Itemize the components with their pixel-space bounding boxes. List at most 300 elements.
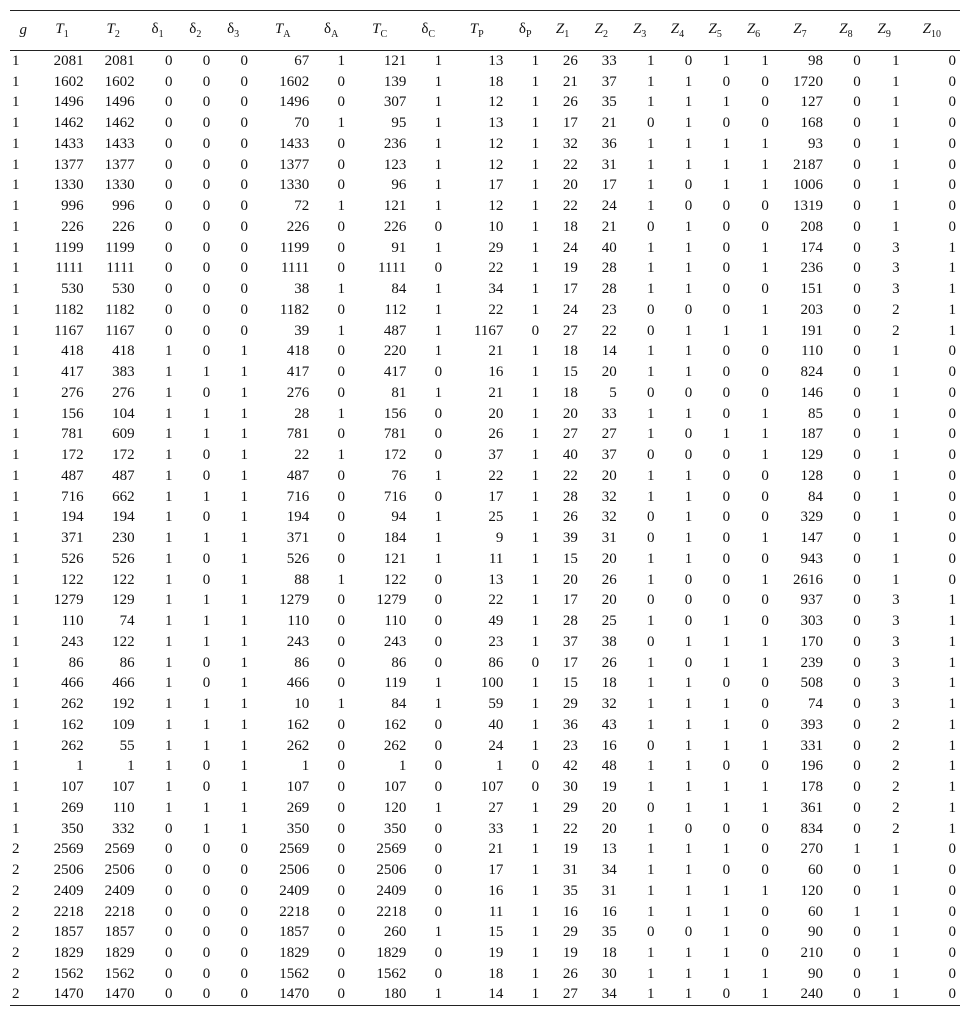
table-row xyxy=(10,590,960,611)
table-cell: 1 xyxy=(647,156,655,173)
table-cell: 180 xyxy=(349,984,410,1005)
table-cell: 371 xyxy=(61,530,84,547)
table-cell: 0 xyxy=(202,965,211,982)
table-cell: 1167 xyxy=(473,322,504,339)
table-cell: 0 xyxy=(948,509,956,526)
table-cell: 1 xyxy=(761,426,769,443)
table-cell: 49 xyxy=(488,613,504,630)
table-cell: 1 xyxy=(531,633,540,650)
table-cell: 1 xyxy=(434,696,443,713)
table-cell: 2 xyxy=(892,758,900,775)
table-cell: 86 xyxy=(488,654,504,671)
table-cell: 1 xyxy=(240,592,249,609)
table-cell: 781 xyxy=(286,426,310,443)
table-cell: 1 xyxy=(892,343,900,360)
table-cell: 1 xyxy=(434,467,443,484)
table-cell: 0 xyxy=(948,135,956,152)
table-cell: 0 xyxy=(337,945,346,962)
table-cell: 0 xyxy=(761,903,769,920)
table-cell: 0 xyxy=(722,281,731,298)
table-cell: 1 xyxy=(647,841,655,858)
column-header-symbol: T xyxy=(106,21,115,37)
table-cell: 0 xyxy=(853,301,861,318)
table-cell: 0 xyxy=(722,301,731,318)
column-header-symbol: T xyxy=(274,21,284,37)
table-cell: 1 xyxy=(12,654,20,671)
table-cell: 1720 xyxy=(793,73,824,90)
table-cell: 0 xyxy=(164,820,173,837)
table-cell: 1279 xyxy=(53,592,84,609)
table-cell: 0 xyxy=(202,281,211,298)
table-cell: 1 xyxy=(531,115,540,132)
table-cell: 1 xyxy=(434,799,443,816)
table-cell: 1 xyxy=(434,281,443,298)
table-cell: 0 xyxy=(647,737,655,754)
table-cell: 1 xyxy=(202,696,211,713)
table-cell: 0 xyxy=(761,94,769,111)
table-cell: 1 xyxy=(684,115,693,132)
table-cell: 0 xyxy=(434,613,443,630)
table-cell: 1 xyxy=(240,799,249,816)
table-cell: 1 xyxy=(647,488,655,505)
table-cell: 1 xyxy=(647,613,655,630)
table-cell: 270 xyxy=(800,841,824,858)
table-cell: 1433 xyxy=(279,135,310,152)
column-header xyxy=(313,11,349,51)
table-cell: 0 xyxy=(761,716,769,733)
table-cell: 35 xyxy=(601,94,617,111)
table-cell: 2506 xyxy=(104,862,135,879)
table-cell: 1 xyxy=(434,239,443,256)
table-cell: 1 xyxy=(647,965,655,982)
table-cell: 30 xyxy=(601,965,617,982)
table-cell: 17 xyxy=(601,177,617,194)
table-cell: 0 xyxy=(202,198,211,215)
table-cell: 1 xyxy=(948,779,956,796)
column-header-subscript: 10 xyxy=(930,29,941,40)
table-cell: 12 xyxy=(488,156,504,173)
table-cell: 16 xyxy=(488,882,504,899)
table-cell: 32 xyxy=(601,696,617,713)
column-header xyxy=(865,11,904,51)
column-header-symbol: Z xyxy=(632,21,642,37)
table-cell: 1330 xyxy=(104,177,135,194)
table-cell: 172 xyxy=(112,447,135,464)
table-cell: 1111 xyxy=(55,260,84,277)
table-cell: 350 xyxy=(61,820,84,837)
table-cell: 1 xyxy=(892,426,900,443)
table-cell: 0 xyxy=(853,447,861,464)
table-cell: 122 xyxy=(61,571,84,588)
table-cell: 121 xyxy=(383,53,407,70)
table-cell: 194 xyxy=(112,509,135,526)
table-cell: 1 xyxy=(531,841,540,858)
table-cell: 2409 xyxy=(104,882,135,899)
table-cell: 20 xyxy=(601,592,617,609)
table-cell: 1 xyxy=(647,882,655,899)
table-cell: 0 xyxy=(948,384,956,401)
table-cell: 1 xyxy=(12,716,20,733)
table-cell: 0 xyxy=(853,924,861,941)
table-cell: 781 xyxy=(61,426,84,443)
table-cell: 1562 xyxy=(279,965,310,982)
table-row xyxy=(10,113,960,134)
table-cell: 0 xyxy=(202,156,211,173)
table-cell: 96 xyxy=(391,177,407,194)
table-cell: 208 xyxy=(800,218,824,235)
table-cell: 0 xyxy=(761,281,769,298)
table-cell: 1602 xyxy=(53,73,84,90)
table-cell: 28 xyxy=(562,488,578,505)
table-cell: 0 xyxy=(337,675,346,692)
table-cell: 1 xyxy=(531,467,540,484)
table-cell: 60 xyxy=(808,903,824,920)
table-cell: 0 xyxy=(853,156,861,173)
table-cell: 146 xyxy=(800,384,824,401)
table-cell: 1 xyxy=(531,799,540,816)
table-cell: 2506 xyxy=(279,862,310,879)
table-cell: 0 xyxy=(337,592,346,609)
table-cell: 1 xyxy=(202,426,211,443)
table-cell: 194 xyxy=(286,509,310,526)
table-cell: 0 xyxy=(434,488,443,505)
table-cell: 0 xyxy=(337,820,346,837)
table-cell: 0 xyxy=(531,758,540,775)
table-cell: 1 xyxy=(12,613,20,630)
table-cell: 26 xyxy=(488,426,504,443)
table-cell: 1 xyxy=(240,675,249,692)
table-cell: 1 xyxy=(434,924,443,941)
table-cell: 0 xyxy=(761,343,769,360)
table-cell: 1 xyxy=(164,696,173,713)
table-cell: 1 xyxy=(684,281,693,298)
table-cell: 1 xyxy=(12,405,20,422)
table-cell: 22 xyxy=(294,447,310,464)
table-row xyxy=(10,632,960,653)
table-cell: 74 xyxy=(119,613,135,630)
table-cell: 2 xyxy=(892,301,900,318)
table-cell: 0 xyxy=(761,592,769,609)
table-cell: 1462 xyxy=(104,115,135,132)
table-cell: 147 xyxy=(800,530,824,547)
table-cell: 1 xyxy=(684,94,693,111)
table-cell: 0 xyxy=(202,779,211,796)
table-cell: 0 xyxy=(853,716,861,733)
table-cell: 0 xyxy=(647,322,655,339)
table-cell: 1 xyxy=(722,177,731,194)
table-cell: 307 xyxy=(383,94,407,111)
table-cell: 0 xyxy=(684,613,693,630)
table-cell: 2506 xyxy=(53,862,84,879)
table-cell: 0 xyxy=(647,509,655,526)
table-cell: 100 xyxy=(480,675,504,692)
table-cell: 0 xyxy=(722,675,731,692)
table-cell: 0 xyxy=(904,984,960,1005)
table-cell: 2 xyxy=(12,903,20,920)
table-cell: 1 xyxy=(202,488,211,505)
table-cell: 0 xyxy=(722,384,731,401)
table-cell: 110 xyxy=(384,613,407,630)
table-cell: 1 xyxy=(684,218,693,235)
table-cell: 0 xyxy=(948,903,956,920)
table-cell: 0 xyxy=(164,841,173,858)
table-cell: 1 xyxy=(892,94,900,111)
table-cell: 2409 xyxy=(376,882,407,899)
table-cell: 1 xyxy=(12,592,20,609)
table-cell: 1 xyxy=(12,467,20,484)
table-cell: 487 xyxy=(286,467,310,484)
table-row xyxy=(10,964,960,985)
table-cell: 1 xyxy=(12,633,20,650)
table-cell: 0 xyxy=(948,550,956,567)
table-row xyxy=(10,300,960,321)
table-cell: 0 xyxy=(202,924,211,941)
table-cell: 37 xyxy=(562,633,578,650)
table-cell: 1 xyxy=(164,779,173,796)
table-cell: 1 xyxy=(531,862,540,879)
table-cell: 1 xyxy=(948,758,956,775)
table-cell: 332 xyxy=(112,820,135,837)
table-cell: 1199 xyxy=(105,239,135,256)
table-cell: 1 xyxy=(892,198,900,215)
table-cell: 29 xyxy=(488,239,504,256)
table-cell: 1 xyxy=(12,779,20,796)
table-cell: 0 xyxy=(337,343,346,360)
table-cell: 1 xyxy=(948,654,956,671)
table-row xyxy=(10,860,960,881)
table-cell: 2569 xyxy=(279,841,310,858)
column-header-subscript: A xyxy=(283,29,291,40)
table-cell: 1 xyxy=(12,820,20,837)
table-cell: 1 xyxy=(684,239,693,256)
table-cell: 1 xyxy=(892,384,900,401)
table-cell: 1 xyxy=(240,696,249,713)
table-cell: 1 xyxy=(684,467,693,484)
table-cell: 27 xyxy=(543,984,582,1005)
table-cell: 14 xyxy=(601,343,617,360)
column-header-symbol: T xyxy=(55,21,64,37)
table-cell: 1 xyxy=(164,488,173,505)
table-cell: 1 xyxy=(647,654,655,671)
table-cell: 1857 xyxy=(104,924,135,941)
table-cell: 276 xyxy=(61,384,84,401)
table-cell: 329 xyxy=(800,509,824,526)
table-cell: 1 xyxy=(531,550,540,567)
table-cell: 2 xyxy=(892,820,900,837)
table-cell: 1 xyxy=(531,156,540,173)
table-cell: 0 xyxy=(337,467,346,484)
table-cell: 1 xyxy=(240,364,249,381)
table-cell: 0 xyxy=(240,239,249,256)
table-cell: 1 xyxy=(647,405,655,422)
table-row xyxy=(10,756,960,777)
table-cell: 2 xyxy=(12,965,20,982)
table-row xyxy=(10,694,960,715)
table-cell: 1279 xyxy=(376,592,407,609)
table-cell: 1 xyxy=(647,364,655,381)
table-cell: 243 xyxy=(286,633,310,650)
table-cell: 0 xyxy=(434,903,443,920)
table-cell: 1 xyxy=(647,94,655,111)
table-cell: 1 xyxy=(853,841,861,858)
column-header xyxy=(176,11,214,51)
table-cell: 19 xyxy=(488,945,504,962)
table-cell: 20 xyxy=(601,799,617,816)
table-cell: 0 xyxy=(202,550,211,567)
table-cell: 28 xyxy=(601,260,617,277)
table-cell: 260 xyxy=(383,924,407,941)
table-cell: 1 xyxy=(240,384,249,401)
table-cell: 393 xyxy=(800,716,824,733)
table-cell: 0 xyxy=(948,426,956,443)
table-cell: 1562 xyxy=(376,965,407,982)
table-cell: 0 xyxy=(434,716,443,733)
table-cell: 19 xyxy=(562,841,578,858)
table-cell: 2 xyxy=(12,882,20,899)
table-cell: 0 xyxy=(948,218,956,235)
table-cell: 2081 xyxy=(104,53,135,70)
table-cell: 1 xyxy=(202,820,211,837)
table-cell: 1 xyxy=(531,426,540,443)
table-cell: 1 xyxy=(722,322,731,339)
table-cell: 0 xyxy=(337,654,346,671)
table-cell: 0 xyxy=(434,633,443,650)
table-cell: 1 xyxy=(12,675,20,692)
table-cell: 120 xyxy=(800,882,824,899)
table-cell: 151 xyxy=(800,281,824,298)
table-cell: 32 xyxy=(601,488,617,505)
table-cell: 23 xyxy=(601,301,617,318)
table-cell: 1 xyxy=(12,198,20,215)
table-cell: 1 xyxy=(240,509,249,526)
table-cell: 1 xyxy=(164,447,173,464)
table-cell: 2 xyxy=(892,737,900,754)
table-cell: 1 xyxy=(434,550,443,567)
table-cell: 1829 xyxy=(279,945,310,962)
table-cell: 24 xyxy=(562,301,578,318)
table-cell: 0 xyxy=(948,467,956,484)
table-row xyxy=(10,798,960,819)
table-cell: 0 xyxy=(164,301,173,318)
table-cell: 1 xyxy=(892,467,900,484)
table-cell: 1 xyxy=(434,73,443,90)
table-cell: 1 xyxy=(531,820,540,837)
table-cell: 33 xyxy=(601,53,617,70)
table-cell: 1 xyxy=(647,239,655,256)
table-cell: 0 xyxy=(853,530,861,547)
table-cell: 38 xyxy=(294,281,310,298)
table-cell: 230 xyxy=(112,530,135,547)
table-cell: 0 xyxy=(853,53,861,70)
table-cell: 3 xyxy=(892,654,900,671)
table-cell: 3 xyxy=(892,239,900,256)
table-cell: 17 xyxy=(562,654,578,671)
table-cell: 12 xyxy=(488,135,504,152)
table-cell: 0 xyxy=(722,862,731,879)
table-cell: 1 xyxy=(12,260,20,277)
table-cell: 0 xyxy=(722,758,731,775)
table-cell: 35 xyxy=(562,882,578,899)
table-cell: 1111 xyxy=(106,260,135,277)
table-cell: 417 xyxy=(61,364,84,381)
table-cell: 1111 xyxy=(377,260,407,277)
table-cell: 1 xyxy=(12,135,20,152)
table-cell: 1 xyxy=(240,550,249,567)
table-cell: 1470 xyxy=(88,984,139,1005)
table-cell: 1 xyxy=(164,364,173,381)
table-cell: 1 xyxy=(12,799,20,816)
table-cell: 1 xyxy=(684,716,693,733)
table-cell: 1496 xyxy=(279,94,310,111)
table-cell: 239 xyxy=(800,654,824,671)
table-row xyxy=(10,652,960,673)
table-cell: 1 xyxy=(202,716,211,733)
column-header xyxy=(621,11,659,51)
table-cell: 36 xyxy=(601,135,617,152)
table-cell: 0 xyxy=(722,198,731,215)
table-cell: 1 xyxy=(761,779,769,796)
table-cell: 0 xyxy=(948,53,956,70)
column-header xyxy=(10,11,37,51)
table-cell: 1 xyxy=(761,965,769,982)
table-cell: 0 xyxy=(827,984,865,1005)
table-cell: 1 xyxy=(948,260,956,277)
table-cell: 0 xyxy=(337,613,346,630)
table-cell: 90 xyxy=(808,924,824,941)
table-cell: 487 xyxy=(383,322,407,339)
table-cell: 383 xyxy=(112,364,135,381)
column-header xyxy=(543,11,582,51)
table-cell: 0 xyxy=(853,613,861,630)
table-cell: 0 xyxy=(722,73,731,90)
table-cell: 0 xyxy=(313,984,349,1005)
table-cell: 1 xyxy=(892,73,900,90)
table-cell: 0 xyxy=(337,882,346,899)
table-cell: 1 xyxy=(948,613,956,630)
table-cell: 20 xyxy=(601,820,617,837)
table-cell: 1 xyxy=(722,882,731,899)
table-cell: 1 xyxy=(684,696,693,713)
table-cell: 1 xyxy=(531,218,540,235)
table-cell: 1 xyxy=(647,758,655,775)
table-cell: 128 xyxy=(800,467,824,484)
table-cell: 121 xyxy=(383,198,407,215)
table-cell: 1 xyxy=(337,198,346,215)
table-cell: 76 xyxy=(391,467,407,484)
table-cell: 1 xyxy=(684,530,693,547)
table-cell: 1 xyxy=(531,675,540,692)
table-cell: 2569 xyxy=(104,841,135,858)
table-cell: 1 xyxy=(12,281,20,298)
table-cell: 1 xyxy=(948,322,956,339)
table-cell: 1857 xyxy=(53,924,84,941)
table-cell: 0 xyxy=(761,924,769,941)
table-cell: 1 xyxy=(531,94,540,111)
table-cell: 1 xyxy=(684,509,693,526)
table-row xyxy=(10,445,960,466)
table-cell: 19 xyxy=(562,260,578,277)
table-cell: 20 xyxy=(562,405,578,422)
table-cell: 0 xyxy=(202,758,211,775)
table-cell: 1 xyxy=(761,239,769,256)
table-cell: 0 xyxy=(240,322,249,339)
table-cell: 0 xyxy=(434,447,443,464)
table-cell: 716 xyxy=(383,488,407,505)
table-cell: 1 xyxy=(531,447,540,464)
table-cell: 0 xyxy=(202,384,211,401)
table-cell: 0 xyxy=(240,903,249,920)
table-cell: 3 xyxy=(892,633,900,650)
